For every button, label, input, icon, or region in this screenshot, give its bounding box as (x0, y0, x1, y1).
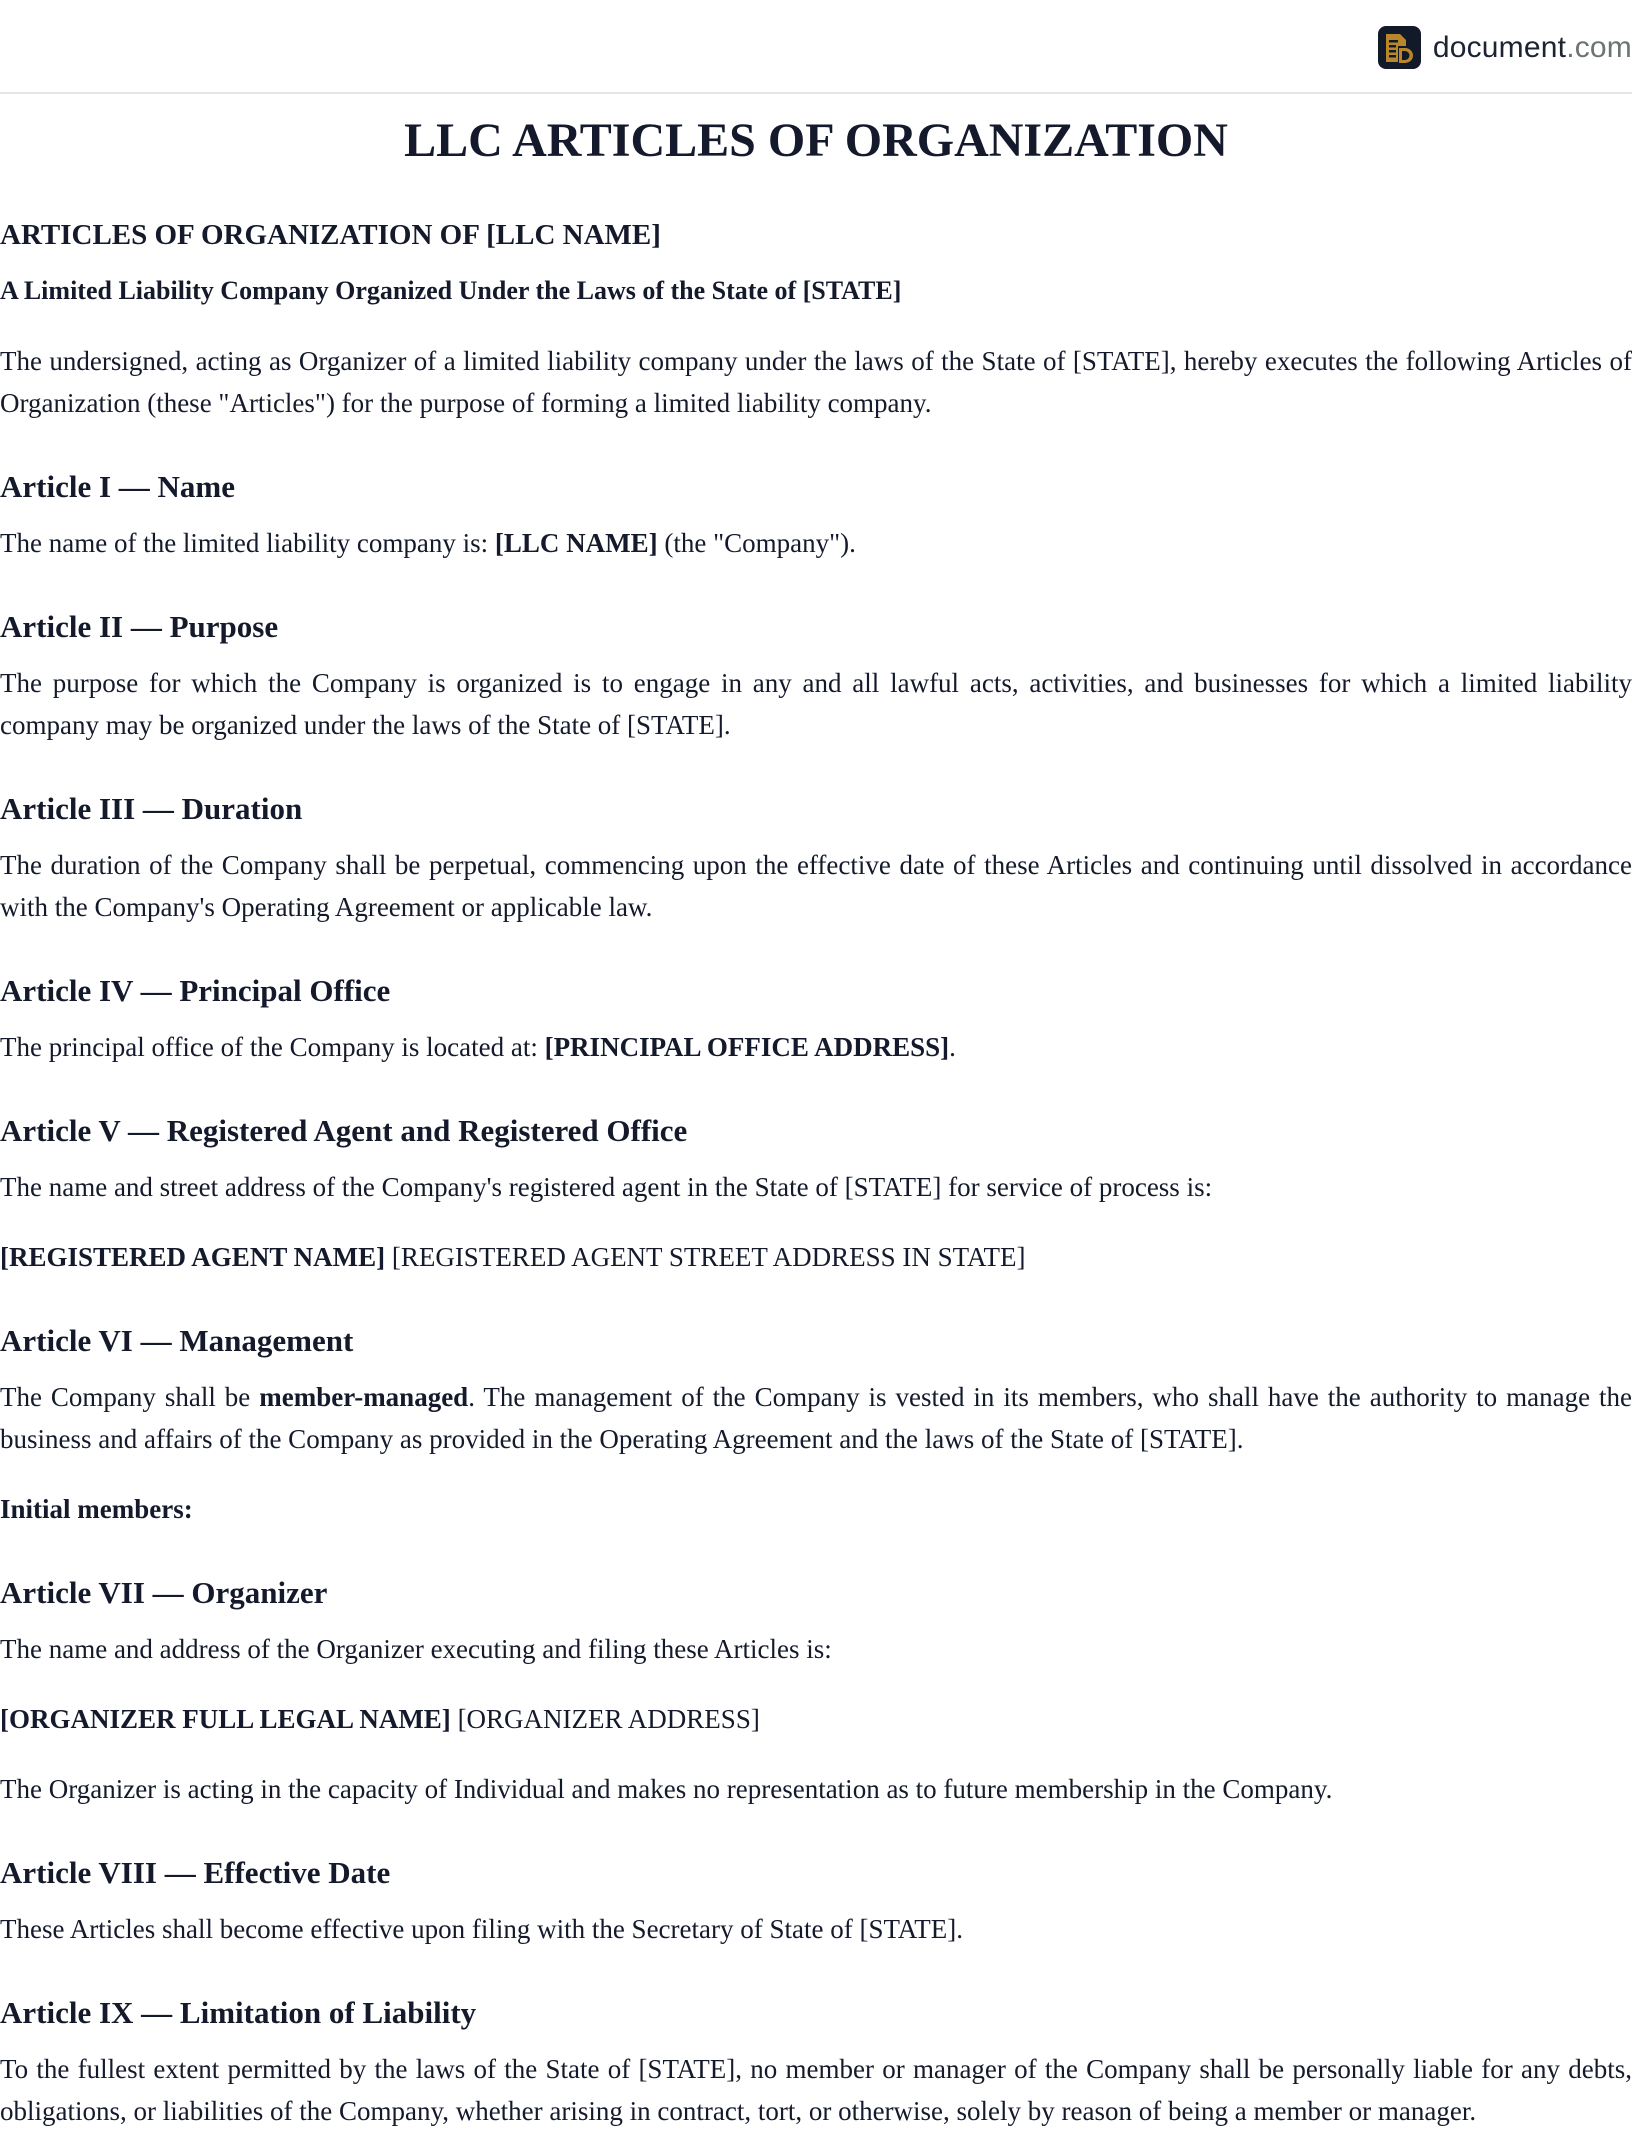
agent-name-placeholder: [REGISTERED AGENT NAME] (0, 1242, 386, 1272)
article-3-heading: Article III — Duration (0, 791, 303, 826)
office-address-placeholder: [PRINCIPAL OFFICE ADDRESS] (544, 1032, 950, 1062)
article-4-text (0, 1026, 1632, 1068)
document-subtitle: A Limited Liability Company Organized Under the Laws of the State of [STATE] (0, 276, 902, 305)
management-type: member-managed (259, 1382, 469, 1412)
article-3-text: The duration of the Company shall be perpetual, commencing upon the effective date of these Articles and continuing until dissolved in accordance with the Company's Operating Agreement or applicable law. (0, 850, 1632, 922)
article-7-heading: Article VII — Organizer (0, 1575, 328, 1610)
registered-agent-line (0, 1236, 1632, 1278)
article-4-heading: Article IV — Principal Office (0, 973, 391, 1008)
text: The principal office of the Company is located at: (0, 1032, 545, 1062)
agent-address-placeholder: [REGISTERED AGENT STREET ADDRESS IN STATE] (385, 1242, 1026, 1272)
article-6-text (0, 1376, 1632, 1460)
article-8-text: These Articles shall become effective upon filing with the Secretary of State of [STATE]. (0, 1914, 964, 1944)
article-2-heading: Article II — Purpose (0, 609, 279, 644)
label: Initial members: (0, 1494, 193, 1524)
document-body (0, 113, 1632, 2132)
document-title: LLC ARTICLES OF ORGANIZATION (404, 114, 1228, 167)
text: The name of the limited liability company is: (0, 528, 495, 558)
organizer-name-placeholder: [ORGANIZER FULL LEGAL NAME] (0, 1704, 451, 1734)
article-1-heading: Article I — Name (0, 469, 235, 504)
brand-tld: .com (1566, 30, 1632, 64)
brand-logo[interactable] (1378, 26, 1632, 69)
article-5-heading: Article V — Registered Agent and Registered Office (0, 1113, 688, 1148)
text: (the "Company"). (657, 528, 856, 558)
text: . The management of the Company is vested in its members, who shall have the authority to manage the business and affairs of the Company as provided in the Operating Agreement and the laws of the State of [STATE]. (0, 1382, 1632, 1454)
organizer-address-placeholder: [ORGANIZER ADDRESS] (450, 1704, 760, 1734)
initial-members-label (0, 1488, 1632, 1530)
article-2-text: The purpose for which the Company is organized is to engage in any and all lawful acts, activities, and businesses for which a limited liability company may be organized under the laws of the State of [STATE]. (0, 668, 1632, 740)
text: The Company shall be (0, 1382, 260, 1412)
top-bar (0, 0, 1632, 94)
article-9-heading: Article IX — Limitation of Liability (0, 1995, 477, 2030)
document-heading: ARTICLES OF ORGANIZATION OF [LLC NAME] (0, 219, 661, 251)
brand-name-main: document (1432, 30, 1567, 64)
brand-name (1433, 31, 1632, 65)
article-7-text: The name and address of the Organizer executing and filing these Articles is: (0, 1634, 832, 1664)
article-6-heading: Article VI — Management (0, 1323, 354, 1358)
document-d-icon (1378, 26, 1421, 69)
article-8-heading: Article VIII — Effective Date (0, 1855, 391, 1890)
organizer-capacity: The Organizer is acting in the capacity of Individual and makes no representation as to future membership in the Company. (0, 1774, 1333, 1804)
article-1-text (0, 522, 1632, 564)
llc-name-placeholder: [LLC NAME] (494, 528, 658, 558)
intro-paragraph: The undersigned, acting as Organizer of a limited liability company under the laws of the State of [STATE], hereby executes the following Articles of Organization (these "Articles") for the purpose of forming a limited liability company. (0, 346, 1632, 418)
article-9-text: To the fullest extent permitted by the laws of the State of [STATE], no member or manager of the Company shall be personally liable for any debts, obligations, or liabilities of the Company, whether arising in contract, tort, or otherwise, solely by reason of being a member or manager. (0, 2054, 1632, 2126)
text: . (949, 1032, 956, 1062)
article-5-text: The name and street address of the Company's registered agent in the State of [STATE] for service of process is: (0, 1172, 1213, 1202)
organizer-line (0, 1698, 1632, 1740)
